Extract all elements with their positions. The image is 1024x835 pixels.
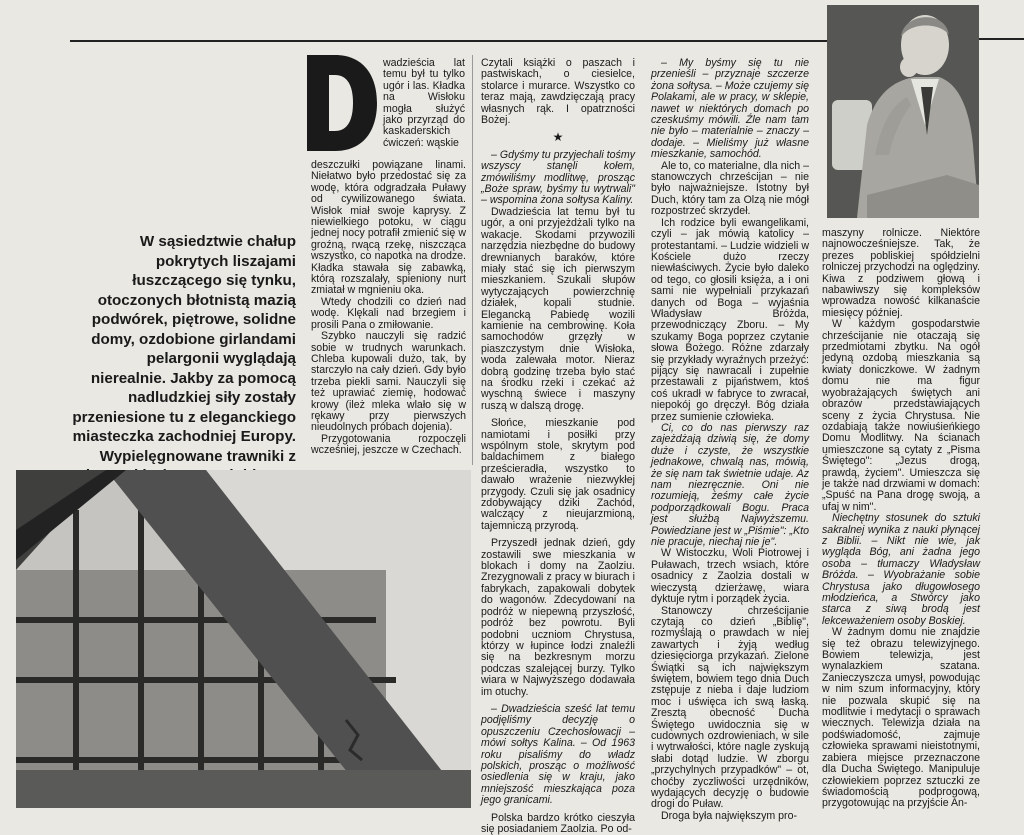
building-photo	[16, 470, 471, 808]
column-1	[311, 160, 466, 457]
header-rule-right	[978, 38, 1024, 40]
paragraph: Niechętny stosunek do sztuki sakralnej wynika z nauki płynącej z Biblii. – Nikt nie wie, jak wygląda Bóg, ani żadna jego osoba – tłumaczy Władysław Bróżda. – Wyobrażanie sobie Chrystusa jako długowłosego młodzieńca, a Stwórcy jako starca z siwą brodą jest lekceważeniem osoby Boskiej.	[822, 512, 980, 627]
paragraph: Polska bardzo krótko cieszyła się posiadaniem Zaolzia. Po od-	[481, 811, 635, 835]
column-divider	[472, 55, 473, 465]
column-1-intro-text: wadzieścia lat temu był tu tylko ugór i las. Kładka na Wisłoku mogła służyć jako przyrząd do kaskaderskich ćwiczeń: wąskie	[383, 57, 465, 149]
paragraph: W żadnym domu nie znajdzie się też obrazu telewizyjnego. Bowiem telewizja, jest wynalazkiem szatana. Zanieczyszcza umysł, powodując w nim szum informacyjny, który nie pozwala skupić się na modlitwie i medytacji o sprawach wiecznych. Telewizja działa na podświadomość, zajmuje człowieka sprawami nieistotnymi, zabiera miejsce przeznaczone dla Ducha Świętego. Manipuluje człowiekiem poprzez sztuczki ze świadomością podprogową, przygotowując na przyjście An-	[822, 626, 980, 810]
paragraph: Szybko nauczyli się radzić sobie w trudnych warunkach. Chleba kupowali dużo, tak, by starczyło na cały dzień. Gdy było trzeba piekli sami. Nauczyli się też uprawiać ziemię, hodować krowy (ileż mleka wlało się w rękawy przy pierwszych nieudolnych próbach dojenia).	[311, 330, 466, 434]
paragraph: Czytali książki o paszach i pastwiskach, o ciesielce, stolarce i murarce. Wszystko co teraz mają, zawdzięczają pracy własnych rąk. I opatrzności Bożej.	[481, 57, 635, 127]
paragraph: Ale to, co materialne, dla nich – stanowczych chrześcijan – nie było najważniejsze. Istotny był Duch, który tam za Olzą nie mógł rozpostrzeć skrzydeł.	[651, 159, 809, 218]
paragraph: Przyszedł jednak dzień, gdy zostawili swe mieszkania w blokach i domy na Zaolziu. Zrezygnowali z pracy w biurach i fabrykach, zapakowali dobytek do wagonów. Zdecydowani na podróż w niepewną przyszłość, podróż bez powrotu. Byli podobni uczniom Chrystusa, którzy w łupince łodzi znaleźli się na bezkresnym morzu podczas szalejącej burzy. Tylko wiara w Najwyższego dodawała im otuchy.	[481, 537, 635, 698]
paragraph: deszczułki powiązane linami. Niełatwo było przedostać się za wodę, która odgradzała Puławy od cywilizowanego świata. Wisłok miał swoje kaprysy. Z niewielkiego potoku, w ciągu jednej nocy potrafił zmienić się w groźną, rwącą rzekę, niszcząca wszystko, co napotka na drodze. Kładka stawała się zabawką, którą rozszalały, spieniony nurt zmiatał w mgnieniu oka.	[311, 159, 466, 297]
column-1-intro	[383, 58, 465, 149]
portrait-illustration	[827, 5, 979, 218]
drop-cap-letter-d	[307, 55, 377, 151]
paragraph: Ich rodzice byli ewangelikami, czyli – jak mówią katolicy – protestantami. – Ludzie widzieli w Kościele dużo rzeczy niewłaściwych. Życie było daleko od tego, co głosili księża, a i oni sami nie wypełniali przykazań danych od Boga – wyjaśnia Władysław Bróżda, przewodniczący Zboru. – My szukamy Boga poprzez czytanie słowa Bożego. Różne zdarzały się przykłady wyraźnych przeżyć: pijący się nawracali i zupełnie przestawali z pijaństwem, ktoś coś ukradł w fabryce to zwracał, niepokój go dręczył. Bóg działa przez sumienie człowieka.	[651, 216, 809, 423]
paragraph: Stanowczy chrześcijanie czytają co dzień „Biblię", rozmyślają o prawdach w niej zawartych i żyją według dziesięciorga przykazań. Zielone Świątki są ich największym świętem, bowiem tego dnia Duch zstępuje z nieba i daje ludziom moc i uświęca ich swą łaską. Zresztą obecność Ducha Świętego uwidocznia się w cudownych ozdrowieniach, w sile i wytrwałości, które nagle zyskują słabi dotąd ludzie. W zborgu „przychylnych przypadków" – ot, choćby zyczliwości urzędników, wydających decyzję o budowie drogi do Puław.	[651, 604, 809, 811]
section-star: ★	[552, 130, 564, 145]
paragraph: – My byśmy się tu nie przenieśli – przyznaje szczerze żona sołtysa. – Może czujemy się Polakami, ale w pracy, w sklepie, nawet w niektórych domach po czeskuśmy mówili. Źle nam tam nie było – materialnie – znaczy – dodaje. – Mieliśmy już własne mieszkanie, samochód.	[651, 57, 809, 161]
paragraph: W każdym gospodarstwie chrześcijanie nie otaczają się przedmiotami zbytku. Na ogół jedyną ozdobą mieszkania są kwiaty doniczkowe. W żadnym domu nie ma figur wyobrażających świętych ani obrazów przedstawiających sceny z życia Chrystusa. Nie ozdabiają także nowiuśieńkiego Domu Modlitwy. Na ścianach umieszczone są cytaty z „Pisma Świętego": „Jezus drogą, prawdą, życiem". Umieszcza się je także nad drzwiami w domach: „Spuść na Pana drogę swoją, a ufaj w nim".	[822, 318, 980, 513]
paragraph: Dwadzieścia lat temu był tu ugór, a oni przyjeżdżali tylko na wakacje. Skodami przywozili narzędzia niezbędne do budowy drewnianych baraków, które miały stać się ich pierwszym mieszkaniem. Szukali słupów wytyczających powierzchnię działek, kopali studnie. Elegancką Pabiedę wozili kamienie na cembrowinę. Koła samochodów grzęzły w piaszczystym dnie Wisłoka, woda zalewała motor. Nieraz dobrą godzinę trzeba było stać na środku rzeki i czekać aż wyschną świece i maszyny ruszą w dalszą drogę.	[481, 205, 635, 412]
paragraph: Słońce, mieszkanie pod namiotami i posiłki przy wspólnym stole, skrytym pod baldachimem z białego prześcieradła, wszystko to dawało wrażenie niezwykłej przygody. Czuli się jak osadnicy zdobywający dziki Zachód, walczący z nieujarzmioną, tajemniczą przyrodą.	[481, 417, 635, 532]
header-rule	[70, 40, 840, 42]
drop-cap	[307, 55, 377, 151]
column-4	[822, 228, 980, 810]
paragraph: Wtedy chodzili co dzień nad wodę. Klękali nad brzegiem i prosili Pana o zmiłowanie.	[311, 295, 466, 331]
portrait-photo	[827, 5, 979, 218]
paragraph: W Wistoczku, Woli Piotrowej i Puławach, trzech wsiach, które osadnicy z Zaolzia dostali w wieczystą dzierżawę, wiara dyktuje rytm i porządek życia.	[651, 547, 809, 606]
lead-paragraph: W sąsiedztwie chałup pokrytych liszajami łuszczącego się tynku, otoczonych błotnistą mazią podwórek, piętrowe, solidne domy, ozdobione girlandami pelargonii wyglądają nierealnie. Jakby za pomocą nadludzkiej siły zostały przeniesione tu z eleganckiego miasteczka zachodniej Europy. Wypielęgnowane trawniki z	[72, 233, 296, 465]
building-illustration	[16, 470, 471, 808]
paragraph: Ci, co do nas pierwszy raz zajeżdżają dziwią się, że domy duże i czyste, że wszystkie jednakowe, chwalą nas, mówią, że się nam tak świetnie udaje. Az nam niezręcznie. Oni nie rozumieją, żeśmy całe życie podporządkowali Bogu. Praca jest służbą Najwyższemu. Powiedziane jest w „Piśmie": „Kto nie pracuje, niechaj nie je".	[651, 422, 809, 549]
paragraph: maszyny rolnicze. Niektóre najnowocześniejsze. Tak, że prezes pobliskiej spółdzielni rolniczej przychodzi na oględziny. Kiwa z podziwem głową i nabawiwszy się kompleksów wprowadza nowość kilkanaście miesięcy później.	[822, 227, 980, 319]
paragraph: Przygotowania rozpoczęli wcześniej, jeszcze w Czechach.	[311, 432, 466, 457]
paragraph: – Gdyśmy tu przyjechali tośmy wszyscy stanęli kołem, zmówiliśmy modlitwę, prosząc „Boże spraw, byśmy tu wytrwali" – wspomina żona sołtysa Kaliny.	[481, 148, 635, 207]
paragraph: – Dwadzieścia sześć lat temu podjęliśmy decyzję o opuszczeniu Czechosłowacji – mówi sołtys Kalina. – Od 1963 roku pisaliśmy do władz polskich, prosząc o możliwość osiedlenia się w kraju, jako mniejszość mieszkająca poza jego granicami.	[481, 702, 635, 807]
column-2	[481, 58, 635, 835]
column-3	[651, 58, 809, 822]
paragraph: Droga była największym pro-	[661, 809, 798, 822]
